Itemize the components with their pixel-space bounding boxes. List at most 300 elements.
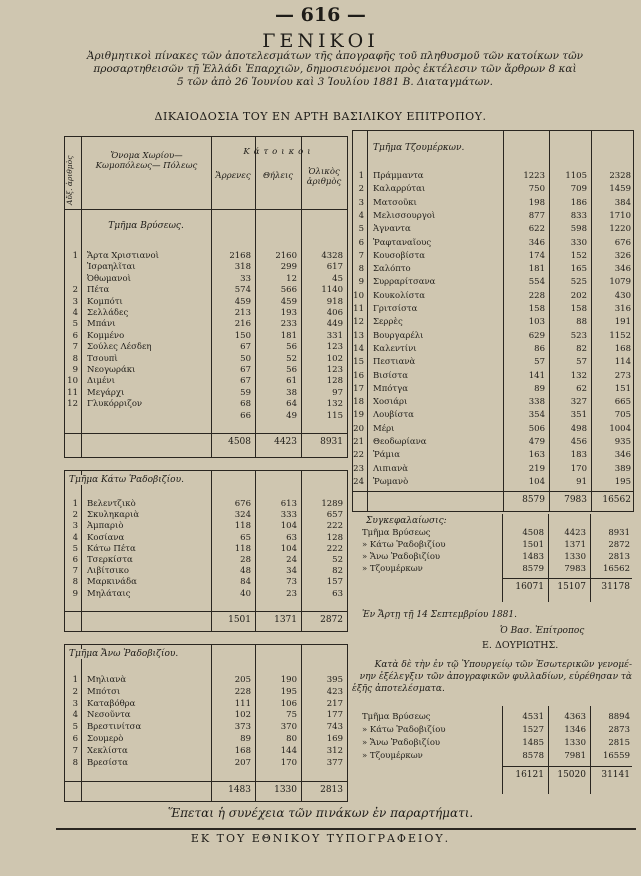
total-value: 157	[326, 577, 343, 588]
males-value: 111	[234, 698, 251, 709]
row-number: 18	[353, 397, 364, 408]
females-value: 170	[280, 757, 297, 768]
males-value: 459	[234, 296, 251, 307]
signature-role: Ὁ Βασ. Ἐπίτροπος	[500, 626, 585, 636]
females-value: 23	[286, 588, 297, 599]
table-row	[352, 751, 632, 762]
place-name: Μηλάταις	[87, 588, 131, 599]
row-number: 7	[72, 745, 78, 756]
row-number: 1	[72, 675, 78, 685]
females-value: 327	[570, 397, 587, 408]
total-value: 665	[614, 397, 631, 408]
place-name: Χοσιάρι	[373, 397, 408, 408]
total-value: 123	[326, 342, 343, 353]
males-value: 84	[240, 577, 251, 588]
place-name: Τμῆμα Βρύσεως	[362, 528, 431, 538]
row-number: 21	[353, 437, 364, 447]
table-row	[65, 285, 347, 296]
table-row	[65, 388, 347, 399]
males-value: 150	[234, 330, 251, 341]
total-value: 4328	[321, 251, 343, 261]
total-males: 4508	[228, 437, 251, 447]
place-name: Συρραρίτσανα	[373, 277, 436, 288]
place-name: Κουσοβίστα	[373, 250, 426, 261]
males-value: 574	[234, 285, 251, 296]
place-name: Νεογωράκι	[87, 365, 136, 375]
place-name: Ὀθωμανοὶ	[87, 273, 131, 284]
total-value: 326	[614, 250, 631, 261]
place-name: Γλυκόρριζον	[87, 399, 143, 410]
place-name: Βρεστινίτσα	[87, 722, 142, 733]
place-name: Βελεντζικὸ	[87, 499, 136, 509]
males-value: 104	[528, 476, 545, 487]
table-row	[352, 738, 632, 749]
place-name: Μεγάρχι	[87, 387, 125, 398]
place-name: Θεοδωρίανα	[373, 437, 427, 447]
males-value: 103	[528, 317, 545, 328]
total-value: 97	[332, 387, 343, 398]
place-name: Κάτω Πέτα	[87, 543, 136, 554]
females-value: 330	[570, 237, 587, 248]
table-row	[353, 477, 633, 488]
males-value: 163	[528, 450, 545, 461]
males-value: 89	[534, 383, 545, 394]
total-value: 2873	[608, 725, 630, 735]
males-value: 141	[528, 370, 545, 381]
table-row	[353, 238, 633, 249]
table-row	[65, 331, 347, 342]
table-row	[353, 291, 633, 302]
row-number: 6	[72, 555, 78, 565]
total-value: 177	[326, 710, 343, 721]
total-females: 1371	[274, 615, 297, 625]
females-value: 56	[286, 365, 297, 375]
total-value: 128	[326, 376, 343, 387]
total-value: 1289	[321, 499, 343, 509]
females-value: 91	[576, 476, 587, 487]
row-number: 2	[72, 510, 78, 521]
females-value: 1371	[564, 540, 586, 550]
table-row	[65, 499, 347, 510]
place-name: Μέρι	[373, 423, 395, 434]
males-value: 228	[234, 686, 251, 697]
row-number: 1	[72, 499, 78, 509]
females-value: 165	[570, 264, 587, 275]
total-value: 82	[332, 566, 343, 577]
total-value: 16559	[602, 751, 630, 761]
row-number: 1	[72, 251, 78, 261]
total-value: 935	[614, 437, 631, 447]
header-name: Ὄνομα Χωρίου—Κωμοπόλεως— Πόλεως	[95, 151, 198, 171]
males-value: 1223	[523, 171, 545, 181]
females-value: 566	[280, 285, 297, 296]
table-row	[65, 399, 347, 410]
row-number: 9	[72, 588, 78, 599]
females-value: 523	[570, 330, 587, 341]
place-name: Κομπότι	[87, 296, 123, 307]
females-value: 233	[280, 319, 297, 330]
males-value: 373	[234, 722, 251, 733]
place-name: Σαλόπτο	[373, 264, 411, 275]
males-value: 198	[528, 197, 545, 208]
row-number: 4	[72, 710, 78, 721]
row-number: 20	[353, 423, 364, 434]
row-number: 7	[358, 250, 364, 261]
total-value: 222	[326, 521, 343, 532]
total-value: 191	[614, 317, 631, 328]
table-row	[353, 264, 633, 275]
males-value: 479	[528, 437, 545, 447]
males-value: 216	[234, 319, 251, 330]
table-row	[65, 376, 347, 387]
intro-line: 5 τῶν ἀπὸ 26 Ἰουνίου καὶ 3 Ἰουλίου 1881 Β. Διαταγμάτων.	[176, 76, 494, 88]
total-value: 449	[326, 319, 343, 330]
table-tzoumerkon	[352, 130, 634, 512]
place-name: Ἀγναντα	[373, 224, 411, 235]
total-value: 169	[326, 734, 343, 744]
total-total: 31178	[601, 582, 630, 592]
place-name: Νεσοῦντα	[87, 710, 131, 721]
females-value: 38	[286, 387, 297, 398]
females-value: 57	[576, 357, 587, 368]
row-number: 11	[353, 304, 364, 314]
males-value: 213	[234, 308, 251, 318]
females-value: 170	[570, 463, 587, 474]
place-name: Πέτα	[87, 285, 110, 296]
table-row	[65, 251, 347, 262]
females-value: 104	[280, 543, 297, 554]
table-row	[353, 198, 633, 209]
females-value: 613	[280, 499, 297, 509]
row-number: 7	[72, 342, 78, 353]
table-row	[65, 555, 347, 566]
females-value: 63	[286, 532, 297, 543]
place-name: Λιπιανὰ	[373, 463, 409, 474]
summary-title: Συγκεφαλαίωσις:	[366, 516, 447, 526]
total-value: 8931	[608, 528, 630, 538]
row-number: 13	[353, 330, 364, 341]
row-number: 3	[358, 197, 364, 208]
males-value: 102	[234, 710, 251, 721]
females-value: 62	[576, 383, 587, 394]
males-value: 4531	[522, 712, 544, 722]
total-total: 8931	[320, 437, 343, 447]
row-number: 5	[358, 224, 364, 235]
place-name: » Τζουμέρκων	[362, 751, 423, 761]
males-value: 67	[240, 376, 251, 387]
table-row	[65, 297, 347, 308]
place-name: Σελλάδες	[87, 308, 129, 318]
total-females: 1330	[274, 785, 297, 795]
males-value: 877	[528, 210, 545, 221]
header-total: Ὁλικὸς ἀριθμὸς	[306, 167, 342, 187]
table-row	[353, 344, 633, 355]
place-name: Κουκολίστα	[373, 290, 426, 301]
row-number: 5	[72, 319, 78, 330]
row-number: 9	[358, 277, 364, 288]
total-value: 102	[326, 353, 343, 364]
total-value: 2872	[608, 540, 630, 550]
males-value: 4508	[522, 528, 544, 538]
table-row	[65, 589, 347, 600]
table-row	[65, 262, 347, 273]
males-value: 207	[234, 757, 251, 768]
summary2-block	[352, 706, 632, 794]
total-value: 115	[326, 410, 343, 421]
females-value: 132	[570, 370, 587, 381]
table-row	[353, 171, 633, 182]
table-row	[65, 710, 347, 721]
males-value: 676	[234, 499, 251, 509]
place-name: » Τζουμέρκων	[362, 564, 423, 574]
males-value: 318	[234, 262, 251, 273]
females-value: 88	[576, 317, 587, 328]
table-row	[353, 384, 633, 395]
females-value: 598	[570, 224, 587, 235]
total-value: 123	[326, 365, 343, 375]
males-value: 68	[240, 399, 251, 410]
row-number: 24	[353, 476, 364, 487]
total-females: 15020	[557, 770, 586, 780]
table-row	[353, 277, 633, 288]
place-name: » Κάτω Ῥαδοβιζίου	[362, 725, 446, 735]
row-number: 19	[353, 410, 364, 421]
table-row	[65, 675, 347, 686]
total-males: 1483	[228, 785, 251, 795]
place-name: Μαρκινάδα	[87, 577, 137, 588]
total-value: 312	[326, 745, 343, 756]
place-name: Καταβόθρα	[87, 698, 136, 709]
females-value: 80	[286, 734, 297, 744]
section-title: Τμῆμα Βρύσεως.	[108, 221, 184, 231]
table-row	[65, 722, 347, 733]
males-value: 324	[234, 510, 251, 521]
table-row	[65, 746, 347, 757]
total-total: 31141	[601, 770, 630, 780]
signature-date: Ἐν Ἄρτῃ τῇ 14 Σεπτεμβρίου 1881.	[362, 610, 517, 620]
total-total: 2813	[320, 785, 343, 795]
page-number: — 616 —	[275, 4, 366, 26]
place-name: Ῥάμια	[373, 450, 401, 461]
table-row	[65, 365, 347, 376]
total-value: 918	[326, 296, 343, 307]
females-value: 1330	[564, 738, 586, 748]
table-row	[352, 528, 632, 539]
total-value: 331	[326, 330, 343, 341]
table-row	[353, 371, 633, 382]
place-name: » Ἄνω Ῥαδοβιζίου	[362, 552, 441, 562]
printer-footer: ΕΚ ΤΟΥ ΕΘΝΙΚΟΥ ΤΥΠΟΓΡΑΦΕΙΟΥ.	[190, 832, 451, 845]
footer-rule	[56, 828, 636, 831]
table-row	[65, 533, 347, 544]
table-row	[65, 544, 347, 555]
row-number: 7	[72, 566, 78, 577]
females-value: 49	[286, 410, 297, 421]
females-value: 333	[280, 510, 297, 521]
total-value: 2328	[609, 171, 631, 181]
total-value: 384	[614, 197, 631, 208]
males-value: 50	[240, 353, 251, 364]
table-row	[65, 566, 347, 577]
intro-line: Ἀριθμητικοὶ πίνακες τῶν ἀποτελεσμάτων τῆς ἀπογραφῆς τοῦ πληθυσμοῦ τῶν κατοίκων τῶν	[86, 50, 584, 62]
row-number: 2	[72, 686, 78, 697]
total-value: 346	[614, 450, 631, 461]
males-value: 66	[240, 410, 251, 421]
males-value: 8578	[522, 751, 544, 761]
place-name: Τμῆμα Βρύσεως	[362, 712, 431, 722]
table-row	[353, 397, 633, 408]
males-value: 89	[240, 734, 251, 744]
place-name: Ἀμπαριὸ	[87, 521, 124, 532]
place-name: Γριτσίστα	[373, 304, 418, 314]
males-value: 346	[528, 237, 545, 248]
males-value: 8579	[522, 564, 544, 574]
table-row	[353, 331, 633, 342]
table-row	[352, 725, 632, 736]
females-value: 183	[570, 450, 587, 461]
total-value: 114	[614, 357, 631, 368]
males-value: 1483	[522, 552, 544, 562]
place-name: » Κάτω Ῥαδοβιζίου	[362, 540, 446, 550]
place-name: Βρεσίστα	[87, 757, 129, 768]
total-value: 132	[326, 399, 343, 410]
row-number: 2	[358, 184, 364, 195]
females-value: 64	[286, 399, 297, 410]
total-total: 16562	[602, 495, 631, 505]
row-number: 8	[72, 757, 78, 768]
females-value: 61	[286, 376, 297, 387]
place-name: Τσουπὶ	[87, 353, 118, 364]
total-value: 8894	[608, 712, 630, 722]
place-name: Τσερκίστα	[87, 555, 133, 565]
table-kato	[64, 470, 348, 632]
total-value: 316	[614, 304, 631, 314]
total-value: 151	[614, 383, 631, 394]
total-value: 52	[332, 555, 343, 565]
place-name: Βουργαρέλι	[373, 330, 424, 341]
note-line: νην ἐξέλεγξιν τῶν ἀπογραφικῶν φυλλαδίων, εὑρέθησαν τὰ	[359, 672, 632, 682]
place-name: Μπάνι	[87, 319, 116, 330]
row-number: 3	[72, 698, 78, 709]
males-value: 622	[528, 224, 545, 235]
place-name: Σουμερὸ	[87, 734, 124, 744]
females-value: 833	[570, 210, 587, 221]
females-value: 1105	[565, 171, 587, 181]
header-females: Θήλεις	[262, 171, 294, 181]
row-number: 8	[72, 577, 78, 588]
total-value: 657	[326, 510, 343, 521]
total-value: 222	[326, 543, 343, 554]
total-value: 1152	[609, 330, 631, 341]
place-name: Πράμμαντα	[373, 171, 424, 181]
row-number: 4	[358, 210, 364, 221]
row-number: 23	[353, 463, 364, 474]
place-name: Λουβίστα	[373, 410, 414, 421]
total-males: 16071	[515, 582, 544, 592]
males-value: 158	[528, 304, 545, 314]
section-title: Τμῆμα Ἄνω Ῥαδοβιζίου.	[69, 649, 209, 659]
table-vryseos	[64, 136, 348, 458]
row-number: 4	[72, 308, 78, 318]
females-value: 459	[280, 296, 297, 307]
table-row	[353, 304, 633, 315]
total-value: 2813	[608, 552, 630, 562]
table-row	[353, 251, 633, 262]
table-row	[65, 577, 347, 588]
total-value: 346	[614, 264, 631, 275]
males-value: 67	[240, 365, 251, 375]
row-number: 6	[72, 734, 78, 744]
table-row	[353, 410, 633, 421]
place-name: Ἄρτα Χριστιανοὶ	[87, 251, 159, 261]
place-name: Ματσοῦκι	[373, 197, 417, 208]
row-number: 8	[358, 264, 364, 275]
females-value: 144	[280, 745, 297, 756]
total-value: 195	[614, 476, 631, 487]
table-row	[352, 712, 632, 723]
place-name: Μηλιανὰ	[87, 675, 127, 685]
row-number: 17	[353, 383, 364, 394]
header-no: Αὔξ. ἀριθμὸς	[65, 155, 74, 205]
females-value: 181	[280, 330, 297, 341]
table-row	[353, 450, 633, 461]
table-row	[352, 552, 632, 563]
section-title: Τμῆμα Κάτω Ῥαδοβιζίου.	[69, 475, 209, 485]
males-value: 338	[528, 397, 545, 408]
row-number: 14	[353, 343, 364, 354]
summary-block	[352, 514, 632, 602]
table-row	[353, 357, 633, 368]
females-value: 498	[570, 423, 587, 434]
row-number: 15	[353, 357, 364, 368]
place-name: » Ἄνω Ῥαδοβιζίου	[362, 738, 441, 748]
females-value: 4423	[564, 528, 586, 538]
females-value: 7981	[564, 751, 586, 761]
total-value: 128	[326, 532, 343, 543]
table-row	[352, 540, 632, 551]
total-total: 2872	[320, 615, 343, 625]
place-name: Μπότγα	[373, 383, 408, 394]
row-number: 3	[72, 521, 78, 532]
table-row	[352, 564, 632, 575]
row-number: 10	[353, 290, 364, 301]
males-value: 48	[240, 566, 251, 577]
place-name: Καλεντίνι	[373, 343, 417, 354]
females-value: 4363	[564, 712, 586, 722]
table-row	[65, 274, 347, 285]
total-value: 676	[614, 237, 631, 248]
females-value: 82	[576, 343, 587, 354]
total-value: 1710	[609, 210, 631, 221]
total-value: 1459	[609, 184, 631, 195]
row-number: 11	[67, 387, 78, 398]
total-value: 617	[326, 262, 343, 273]
table-row	[65, 758, 347, 769]
males-value: 59	[240, 387, 251, 398]
males-value: 67	[240, 342, 251, 353]
header-males: Ἄρρενες	[215, 171, 251, 181]
females-value: 190	[280, 675, 297, 685]
females-value: 193	[280, 308, 297, 318]
total-value: 377	[326, 757, 343, 768]
row-number: 5	[72, 722, 78, 733]
place-name: Διμένι	[87, 376, 115, 387]
males-value: 354	[528, 410, 545, 421]
total-value: 1220	[609, 224, 631, 235]
row-number: 9	[72, 365, 78, 375]
row-number: 12	[67, 399, 78, 410]
females-value: 2160	[275, 251, 297, 261]
